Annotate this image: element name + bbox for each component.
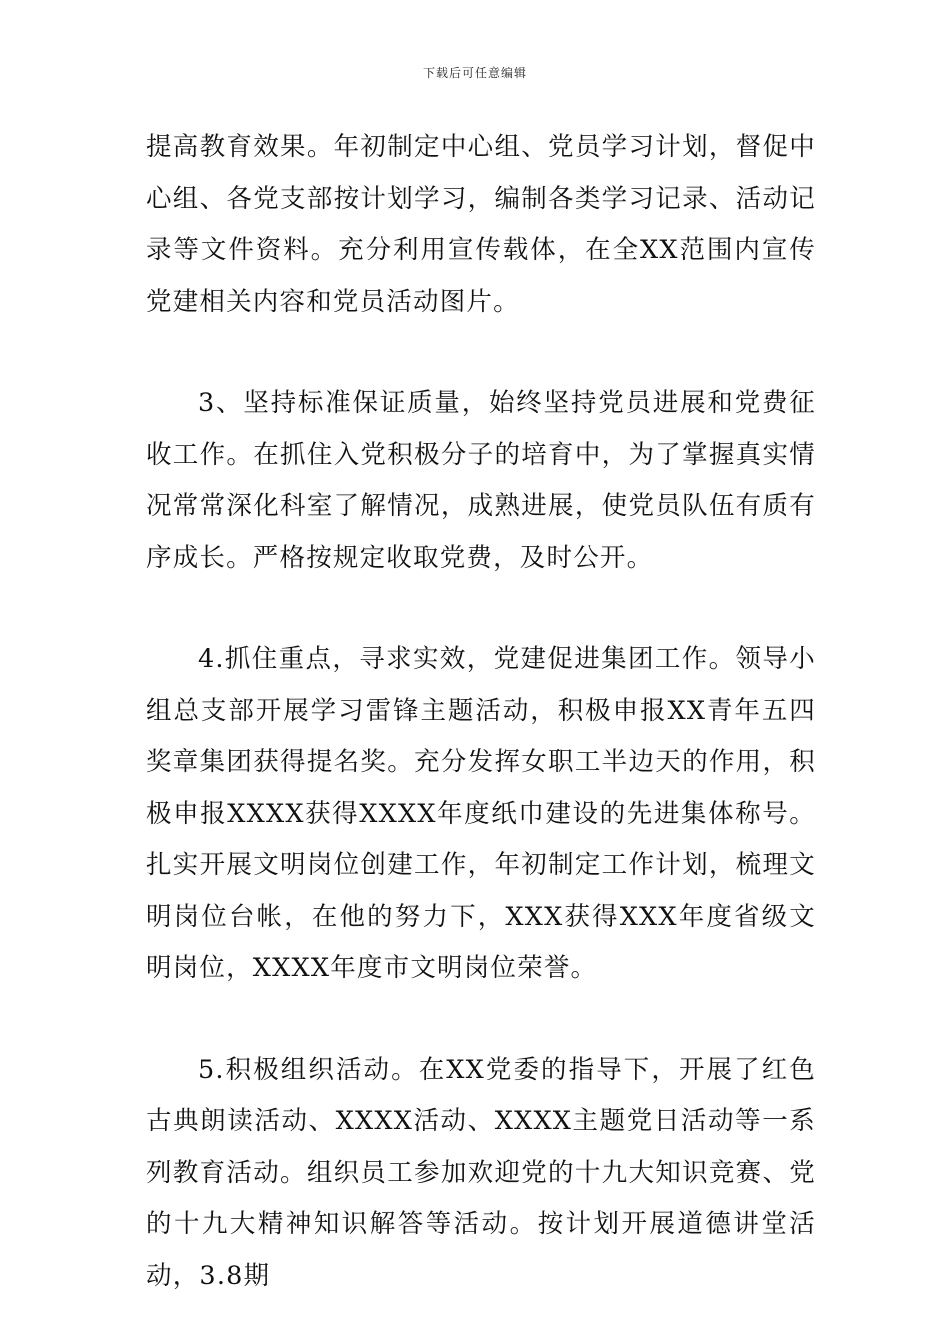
paragraph-continuation: 提高教育效果。年初制定中心组、党员学习计划，督促中心组、各党支部按计划学习，编制各类学习记录、活动记录等文件资料。充分利用宣传载体，在全XX范围内宣传党建相关内容和党员活动图片。 [146,132,816,317]
page-header-note: 下载后可任意编辑 [422,66,527,80]
document-body [146,122,816,1302]
paragraph-item-3: 3、坚持标准保证质量，始终坚持党员进展和党费征收工作。在抓住入党积极分子的培育中，为了掌握真实情况常常深化科室了解情况，成熟进展，使党员队伍有质有序成长。严格按规定收取党费，及时公开。 [146,388,816,573]
paragraph-item-4: 4.抓住重点，寻求实效，党建促进集团工作。领导小组总支部开展学习雷锋主题活动，积极申报XX青年五四奖章集团获得提名奖。充分发挥女职工半边天的作用，积极申报XXXX获得XXXX年度纸巾建设的先进集体称号。扎实开展文明岗位创建工作，年初制定工作计划，梳理文明岗位台帐，在他的努力下，XXX获得XXX年度省级文明岗位，XXXX年度市文明岗位荣誉。 [146,644,816,983]
paragraph-item-5: 5.积极组织活动。在XX党委的指导下，开展了红色古典朗读活动、XXXX活动、XXXX主题党日活动等一系列教育活动。组织员工参加欢迎党的十九大知识竞赛、党的十九大精神知识解答等活动。按计划开展道德讲堂活动，3.8期 [146,1054,816,1291]
